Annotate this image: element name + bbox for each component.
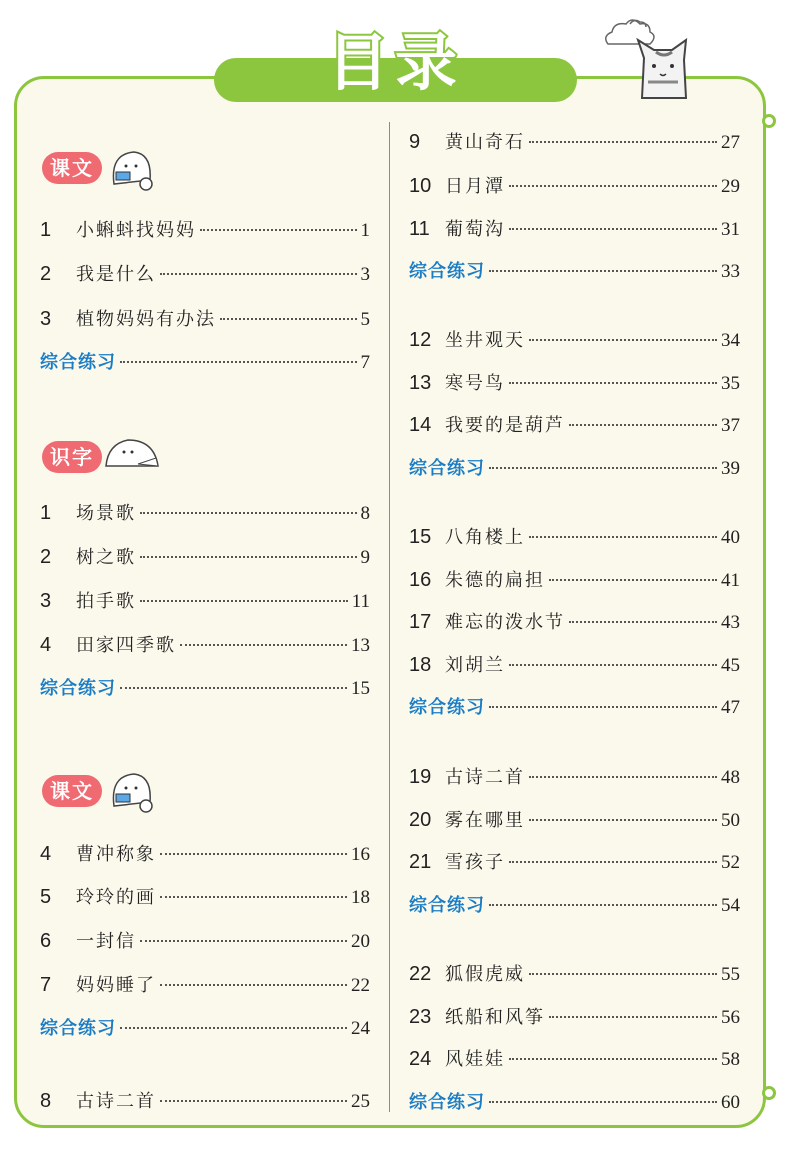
entry-page: 35 — [721, 373, 740, 394]
entry-page: 39 — [721, 458, 740, 479]
leader-dots — [140, 512, 357, 514]
entry-number: 10 — [409, 175, 432, 197]
entry-number: 2 — [40, 263, 52, 285]
entry-title: 综合练习 — [409, 697, 485, 718]
entry-page: 40 — [721, 527, 740, 548]
entry-number: 24 — [409, 1048, 432, 1070]
entry-page: 8 — [360, 503, 370, 524]
entry-number: 23 — [409, 1006, 432, 1028]
entry-page: 43 — [721, 612, 740, 633]
section-badge-text-1: 课文 — [42, 152, 102, 184]
leader-dots — [160, 984, 347, 986]
entry-page: 45 — [721, 655, 740, 676]
toc-exercise-entry[interactable] — [409, 257, 740, 283]
leader-dots — [120, 1027, 347, 1029]
entry-page: 1 — [360, 220, 370, 241]
leader-dots — [489, 904, 717, 906]
toc-entry[interactable] — [409, 215, 740, 241]
leader-dots — [509, 664, 717, 666]
entry-page: 15 — [351, 678, 370, 699]
entry-page: 13 — [351, 635, 370, 656]
toc-entry[interactable] — [409, 763, 740, 789]
entry-number: 8 — [40, 1090, 52, 1112]
toc-entry[interactable] — [40, 1087, 370, 1113]
leader-dots — [529, 819, 717, 821]
toc-entry[interactable] — [40, 587, 370, 613]
toc-entry[interactable] — [409, 1003, 740, 1029]
entry-title: 古诗二首 — [445, 767, 525, 788]
toc-exercise-entry[interactable] — [409, 891, 740, 917]
entry-number: 1 — [40, 502, 52, 524]
entry-page: 31 — [721, 219, 740, 240]
toc-entry[interactable] — [40, 927, 370, 953]
entry-page: 20 — [351, 931, 370, 952]
leader-dots — [489, 467, 717, 469]
entry-number: 18 — [409, 654, 432, 676]
leader-dots — [489, 1101, 717, 1103]
page-title: 目录 — [326, 26, 463, 99]
leader-dots — [140, 940, 347, 942]
leader-dots — [120, 687, 347, 689]
leader-dots — [529, 973, 717, 975]
frame-knob-bottom — [762, 1086, 776, 1100]
entry-title: 雪孩子 — [445, 852, 505, 873]
cat-icon — [636, 38, 692, 102]
entry-title: 黄山奇石 — [445, 132, 525, 153]
entry-number: 4 — [40, 634, 52, 656]
entry-number: 14 — [409, 414, 432, 436]
toc-exercise-entry[interactable] — [40, 674, 370, 700]
leader-dots — [509, 1058, 717, 1060]
entry-page: 16 — [351, 844, 370, 865]
entry-number: 6 — [40, 930, 52, 952]
toc-entry[interactable] — [409, 651, 740, 677]
toc-exercise-entry[interactable] — [40, 1014, 370, 1040]
entry-page: 18 — [351, 887, 370, 908]
toc-entry[interactable] — [40, 305, 370, 331]
frame-knob-top — [762, 114, 776, 128]
toc-entry[interactable] — [40, 499, 370, 525]
entry-title: 狐假虎威 — [445, 964, 525, 985]
entry-page: 56 — [721, 1007, 740, 1028]
entry-title: 综合练习 — [409, 1092, 485, 1113]
leader-dots — [160, 273, 357, 275]
toc-entry[interactable] — [40, 883, 370, 909]
toc-entry[interactable] — [409, 806, 740, 832]
entry-number: 7 — [40, 974, 52, 996]
entry-title: 雾在哪里 — [445, 810, 525, 831]
leader-dots — [200, 229, 357, 231]
entry-title: 综合练习 — [409, 895, 485, 916]
entry-page: 48 — [721, 767, 740, 788]
leader-dots — [489, 270, 717, 272]
entry-number: 21 — [409, 851, 432, 873]
entry-page: 52 — [721, 852, 740, 873]
toc-entry[interactable] — [409, 960, 740, 986]
entry-title: 综合练习 — [409, 261, 485, 282]
leader-dots — [160, 853, 347, 855]
entry-page: 50 — [721, 810, 740, 831]
leader-dots — [549, 579, 717, 581]
section-badge-text-2: 课文 — [42, 775, 102, 807]
entry-page: 25 — [351, 1091, 370, 1112]
entry-title: 综合练习 — [40, 352, 116, 373]
toc-entry[interactable] — [409, 172, 740, 198]
toc-exercise-entry[interactable] — [409, 1088, 740, 1114]
leader-dots — [489, 706, 717, 708]
entry-title: 八角楼上 — [445, 527, 525, 548]
toc-entry[interactable] — [40, 840, 370, 866]
entry-page: 29 — [721, 176, 740, 197]
leader-dots — [529, 141, 717, 143]
toc-entry[interactable] — [409, 1045, 740, 1071]
entry-title: 场景歌 — [76, 503, 136, 524]
toc-exercise-entry[interactable] — [409, 454, 740, 480]
entry-number: 15 — [409, 526, 432, 548]
leader-dots — [529, 536, 717, 538]
entry-number: 17 — [409, 611, 432, 633]
entry-number: 16 — [409, 569, 432, 591]
entry-page: 60 — [721, 1092, 740, 1113]
toc-entry[interactable] — [409, 523, 740, 549]
leader-dots — [549, 1016, 717, 1018]
leader-dots — [180, 644, 347, 646]
entry-page: 55 — [721, 964, 740, 985]
leader-dots — [120, 361, 357, 363]
toc-entry[interactable] — [409, 608, 740, 634]
leader-dots — [509, 861, 717, 863]
toc-entry[interactable] — [409, 566, 740, 592]
entry-page: 34 — [721, 330, 740, 351]
entry-number: 20 — [409, 809, 432, 831]
entry-title: 葡萄沟 — [445, 219, 505, 240]
entry-title: 古诗二首 — [76, 1091, 156, 1112]
entry-number: 22 — [409, 963, 432, 985]
leader-dots — [529, 776, 717, 778]
entry-number: 1 — [40, 219, 52, 241]
toc-exercise-entry[interactable] — [40, 348, 370, 374]
leader-dots — [569, 621, 717, 623]
toc-entry[interactable] — [40, 216, 370, 242]
entry-title: 植物妈妈有办法 — [76, 309, 216, 330]
entry-page: 24 — [351, 1018, 370, 1039]
entry-title: 我要的是葫芦 — [445, 415, 565, 436]
leader-dots — [160, 896, 347, 898]
entry-number: 3 — [40, 590, 52, 612]
entry-page: 33 — [721, 261, 740, 282]
entry-number: 9 — [409, 131, 421, 153]
entry-page: 11 — [351, 591, 370, 612]
entry-number: 13 — [409, 372, 432, 394]
toc-entry[interactable] — [409, 369, 740, 395]
entry-page: 47 — [721, 697, 740, 718]
entry-title: 坐井观天 — [445, 330, 525, 351]
entry-number: 4 — [40, 843, 52, 865]
toc-entry[interactable] — [40, 631, 370, 657]
entry-number: 2 — [40, 546, 52, 568]
leader-dots — [569, 424, 717, 426]
entry-number: 5 — [40, 886, 52, 908]
leader-dots — [509, 228, 717, 230]
mascot-reading-icon — [102, 146, 158, 194]
entry-page: 27 — [721, 132, 740, 153]
entry-title: 刘胡兰 — [445, 655, 505, 676]
entry-title: 拍手歌 — [76, 591, 136, 612]
leader-dots — [509, 382, 717, 384]
entry-page: 22 — [351, 975, 370, 996]
entry-title: 朱德的扁担 — [445, 570, 545, 591]
entry-page: 5 — [360, 309, 370, 330]
mascot-lying-icon — [102, 434, 162, 474]
leader-dots — [529, 339, 717, 341]
entry-title: 玲玲的画 — [76, 887, 156, 908]
entry-title: 寒号鸟 — [445, 373, 505, 394]
entry-page: 7 — [360, 352, 370, 373]
entry-page: 58 — [721, 1049, 740, 1070]
toc-exercise-entry[interactable] — [409, 693, 740, 719]
entry-number: 3 — [40, 308, 52, 330]
toc-entry[interactable] — [40, 260, 370, 286]
entry-title: 我是什么 — [76, 264, 156, 285]
entry-title: 综合练习 — [40, 678, 116, 699]
entry-title: 纸船和风筝 — [445, 1007, 545, 1028]
toc-entry[interactable] — [409, 411, 740, 437]
entry-title: 风娃娃 — [445, 1049, 505, 1070]
entry-page: 41 — [721, 570, 740, 591]
entry-number: 11 — [409, 218, 430, 240]
entry-title: 综合练习 — [40, 1018, 116, 1039]
entry-title: 难忘的泼水节 — [445, 612, 565, 633]
entry-page: 3 — [360, 264, 370, 285]
entry-page: 9 — [360, 547, 370, 568]
toc-entry[interactable] — [40, 543, 370, 569]
leader-dots — [509, 185, 717, 187]
entry-title: 综合练习 — [409, 458, 485, 479]
entry-title: 妈妈睡了 — [76, 975, 156, 996]
entry-number: 12 — [409, 329, 432, 351]
section-badge-literacy: 识字 — [42, 441, 102, 473]
entry-page: 37 — [721, 415, 740, 436]
entry-title: 小蝌蚪找妈妈 — [76, 220, 196, 241]
leader-dots — [140, 556, 357, 558]
entry-title: 曹冲称象 — [76, 844, 156, 865]
toc-entry[interactable] — [409, 848, 740, 874]
column-divider — [389, 122, 390, 1112]
entry-number: 19 — [409, 766, 432, 788]
toc-entry[interactable] — [409, 128, 740, 154]
leader-dots — [140, 600, 348, 602]
entry-title: 日月潭 — [445, 176, 505, 197]
leader-dots — [160, 1100, 347, 1102]
toc-entry[interactable] — [40, 971, 370, 997]
entry-title: 树之歌 — [76, 547, 136, 568]
toc-entry[interactable] — [409, 326, 740, 352]
entry-page: 54 — [721, 895, 740, 916]
entry-title: 田家四季歌 — [76, 635, 176, 656]
entry-title: 一封信 — [76, 931, 136, 952]
leader-dots — [220, 318, 357, 320]
mascot-reading-icon — [102, 768, 158, 816]
